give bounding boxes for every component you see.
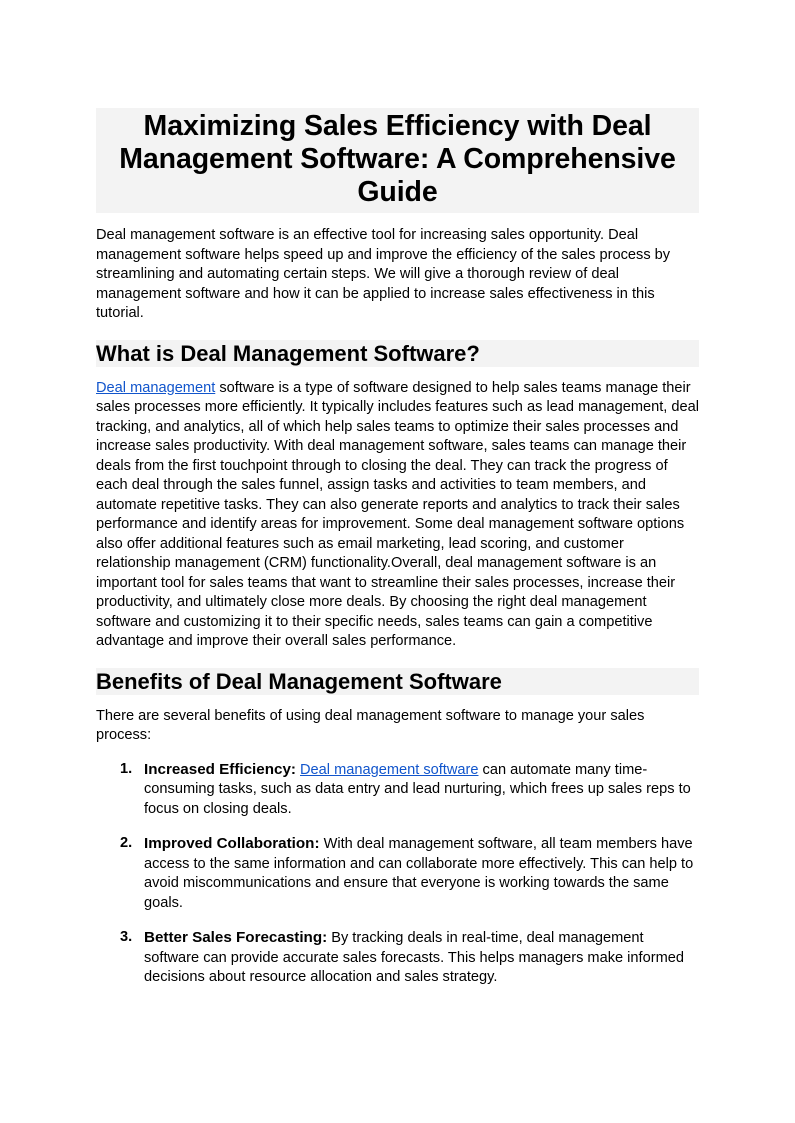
benefits-intro: There are several benefits of using deal management software to manage your sales process: (96, 707, 645, 743)
deal-management-link[interactable]: Deal management (96, 379, 216, 396)
list-item-text: By tracking deals in real-time, deal management software can provide accurate sales forecasts. This helps managers make informed decisions about resource allocation and sales strategy. (144, 930, 684, 985)
title-block (96, 108, 699, 213)
list-item-text: can automate many time-consuming tasks, such as data entry and lead nurturing, which frees up sales reps to focus on closing deals. (144, 761, 691, 817)
page-title: Maximizing Sales Efficiency with Deal Management Software: A Comprehensive Guide (119, 110, 676, 208)
benefits-list (96, 760, 699, 988)
list-number: 3. (120, 929, 133, 945)
section-heading-benefits: Benefits of Deal Management Software (96, 668, 699, 695)
list-item (96, 760, 699, 820)
list-item (96, 834, 699, 913)
list-item-lead: Improved Collaboration: (144, 835, 320, 852)
what-is-body: software is a type of software designed to help sales teams manage their sales processes more efficiently. It typically includes features such as lead management, deal tracking, and analytics, all of which help sales teams to optimize their sales processes and increase sales productivity. With deal management software, sales teams can manage their deals from the first touchpoint through to closing the deal. They can track the progress of each deal through the sales funnel, assign tasks and activities to team members, and automate repetitive tasks. They can also generate reports and analytics to track their sales performance and identify areas for improvement. Some deal management software options also offer additional features such as email marketing, lead scoring, and customer relationship management (CRM) functionality.Overall, deal management software is an important tool for sales teams that want to streamline their sales processes, increase their productivity, and ultimately close more deals. By choosing the right deal management software and customizing it to their specific needs, sales teams can gain a competitive advantage and improve their overall sales performance. (96, 379, 699, 649)
list-item-lead: Better Sales Forecasting: (144, 929, 328, 946)
list-item-lead: Increased Efficiency: (144, 760, 296, 778)
document-page (96, 108, 699, 1003)
list-number: 2. (120, 835, 133, 851)
deal-management-software-link[interactable]: Deal management software (300, 761, 479, 778)
section-heading-what-is: What is Deal Management Software? (96, 340, 699, 367)
list-item-text: With deal management software, all team members have access to the same information and can collaborate more effectively. This can help to avoid miscommunications and ensure that everyone is working towards the same goals. (144, 836, 694, 911)
intro-paragraph: Deal management software is an effective tool for increasing sales opportunity. Deal management software helps speed up and improve the efficiency of the sales process by streamlining and automating certain steps. We will give a thorough review of deal management software and how it can be applied to increase sales effectiveness in this tutorial. (96, 227, 671, 321)
what-is-paragraph (96, 379, 699, 652)
list-item (96, 928, 699, 988)
list-number: 1. (120, 760, 133, 777)
